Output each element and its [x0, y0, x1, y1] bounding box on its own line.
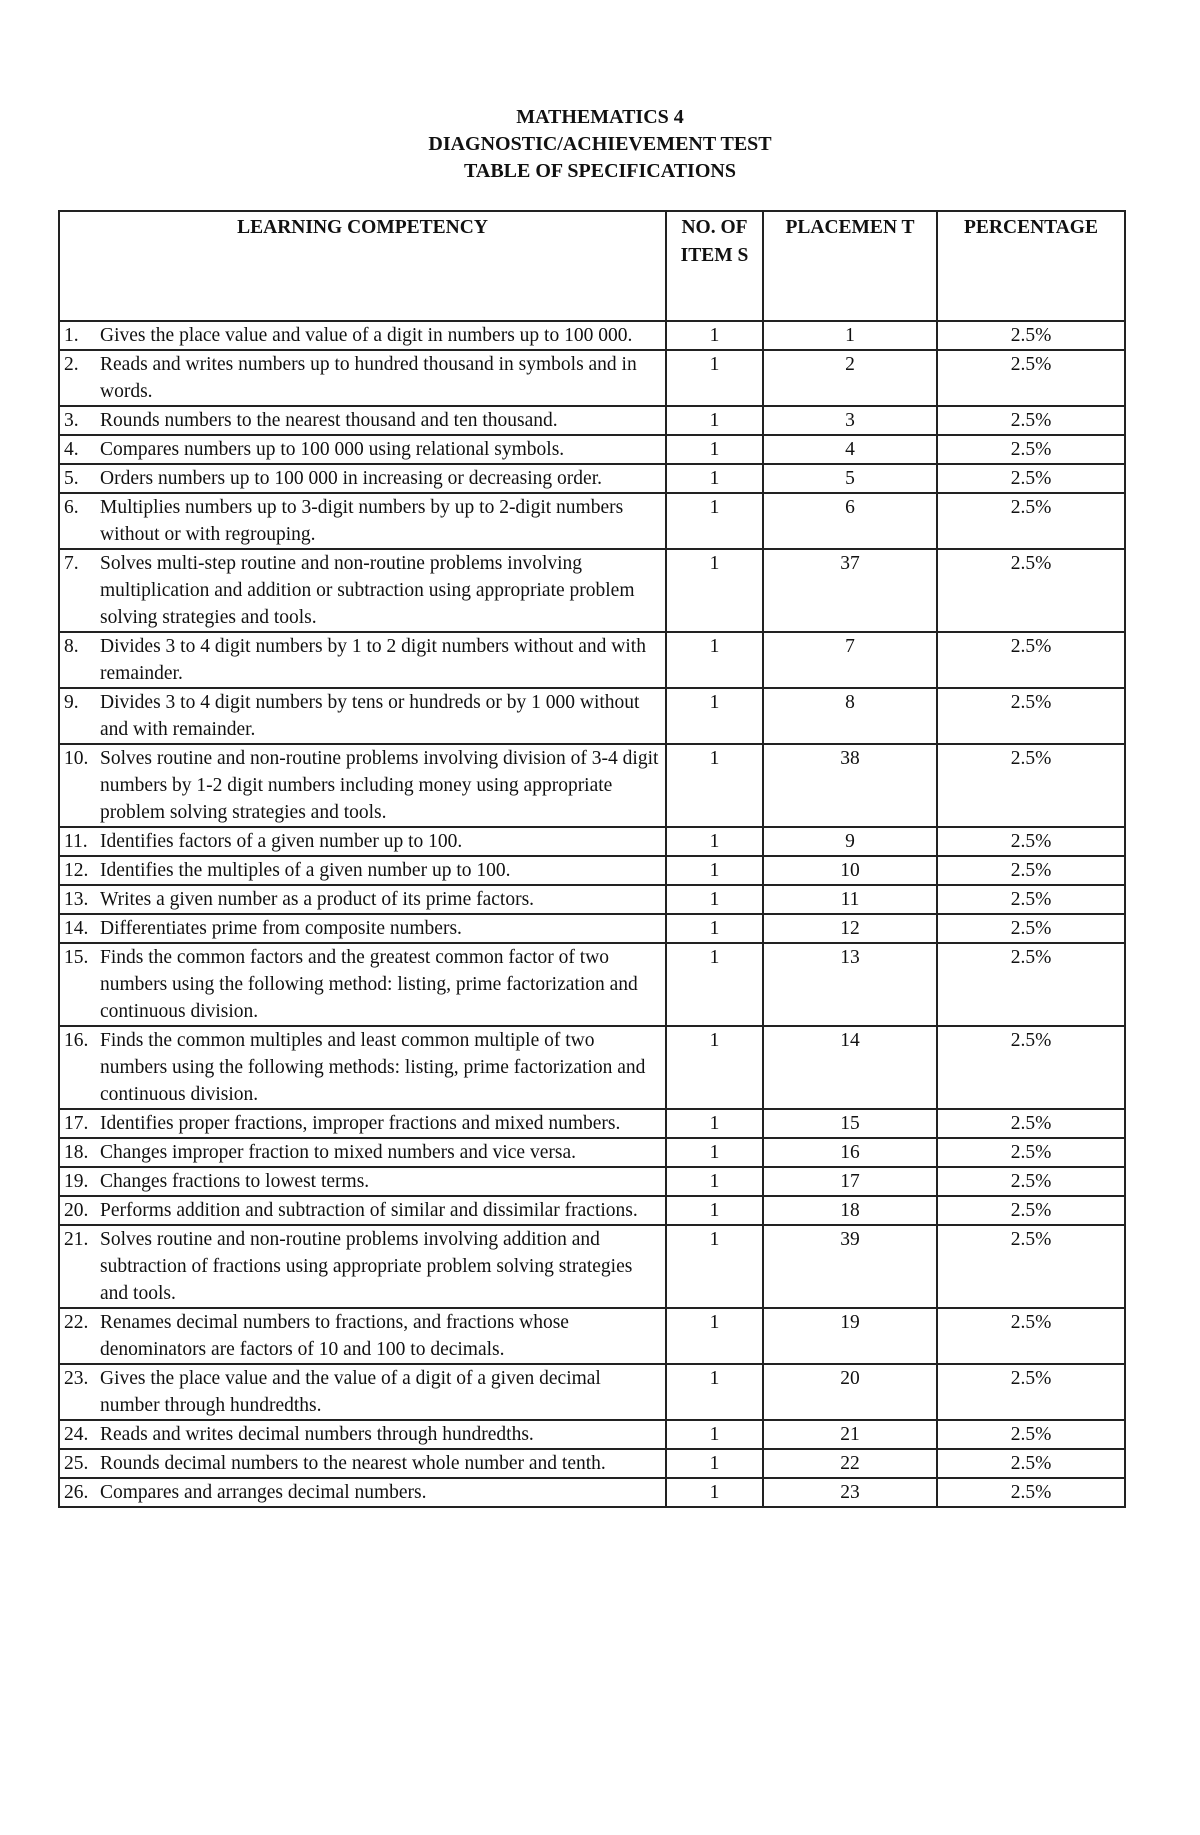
table-row: [59, 1167, 1125, 1196]
placement-cell: 22: [763, 1449, 937, 1478]
placement-cell: 9: [763, 827, 937, 856]
competency-text: Finds the common multiples and least common multiple of two numbers using the following methods: listing, prime factorization and continuous division.: [100, 1030, 646, 1105]
percentage-cell: 2.5%: [937, 1225, 1125, 1308]
placement-cell: 15: [763, 1109, 937, 1138]
competency-number: 25.: [64, 1453, 89, 1474]
competency-entry: [64, 745, 661, 826]
competency-text: Finds the common factors and the greatest common factor of two numbers using the following method: listing, prime factorization and continuous division.: [100, 947, 638, 1022]
items-cell: 1: [666, 744, 763, 827]
competency-text: Identifies factors of a given number up to 100.: [100, 831, 463, 852]
competency-entry: [64, 1110, 661, 1137]
competency-cell: [59, 1449, 666, 1478]
competency-number: 15.: [64, 947, 89, 968]
table-row: [59, 1478, 1125, 1507]
percentage-cell: 2.5%: [937, 1138, 1125, 1167]
competency-cell: [59, 1225, 666, 1308]
placement-cell: 5: [763, 464, 937, 493]
competency-cell: [59, 744, 666, 827]
competency-entry: [64, 407, 661, 434]
competency-text: Solves routine and non-routine problems involving division of 3-4 digit numbers by 1-2 digit numbers including money using appropriate problem solving strategies and tools.: [100, 748, 659, 823]
competency-cell: [59, 1478, 666, 1507]
table-row: [59, 1026, 1125, 1109]
table-row: [59, 885, 1125, 914]
items-cell: 1: [666, 688, 763, 744]
placement-cell: 21: [763, 1420, 937, 1449]
competency-number: 9.: [64, 692, 79, 713]
competency-entry: [64, 633, 661, 687]
placement-cell: 6: [763, 493, 937, 549]
competency-cell: [59, 856, 666, 885]
percentage-cell: 2.5%: [937, 1449, 1125, 1478]
competency-text: Differentiates prime from composite numbers.: [100, 918, 462, 939]
placement-cell: 4: [763, 435, 937, 464]
header-number-of-items: NO. OF ITEM S: [666, 211, 763, 321]
competency-entry: [64, 828, 661, 855]
items-cell: 1: [666, 1167, 763, 1196]
competency-entry: [64, 1027, 661, 1108]
competency-cell: [59, 350, 666, 406]
percentage-cell: 2.5%: [937, 827, 1125, 856]
competency-entry: [64, 550, 661, 631]
competency-number: 18.: [64, 1142, 89, 1163]
placement-cell: 12: [763, 914, 937, 943]
placement-cell: 8: [763, 688, 937, 744]
percentage-cell: 2.5%: [937, 744, 1125, 827]
competency-entry: [64, 494, 661, 548]
items-cell: 1: [666, 1196, 763, 1225]
placement-cell: 7: [763, 632, 937, 688]
placement-cell: 38: [763, 744, 937, 827]
table-row: [59, 493, 1125, 549]
competency-number: 2.: [64, 354, 79, 375]
table-row: [59, 1109, 1125, 1138]
percentage-cell: 2.5%: [937, 464, 1125, 493]
competency-number: 20.: [64, 1200, 89, 1221]
competency-cell: [59, 1196, 666, 1225]
table-body: [59, 321, 1125, 1507]
table-row: [59, 1225, 1125, 1308]
items-cell: 1: [666, 827, 763, 856]
table-row: [59, 1196, 1125, 1225]
competency-number: 19.: [64, 1171, 89, 1192]
percentage-cell: 2.5%: [937, 435, 1125, 464]
placement-cell: 37: [763, 549, 937, 632]
placement-cell: 23: [763, 1478, 937, 1507]
competency-cell: [59, 1026, 666, 1109]
percentage-cell: 2.5%: [937, 1308, 1125, 1364]
competency-number: 4.: [64, 439, 79, 460]
percentage-cell: 2.5%: [937, 1420, 1125, 1449]
competency-entry: [64, 944, 661, 1025]
subject-title: MATHEMATICS 4: [516, 106, 684, 128]
placement-cell: 19: [763, 1308, 937, 1364]
percentage-cell: 2.5%: [937, 1109, 1125, 1138]
table-row: [59, 1364, 1125, 1420]
competency-text: Reads and writes decimal numbers through hundredths.: [100, 1424, 534, 1445]
percentage-cell: 2.5%: [937, 493, 1125, 549]
competency-number: 24.: [64, 1424, 89, 1445]
percentage-cell: 2.5%: [937, 350, 1125, 406]
competency-cell: [59, 1308, 666, 1364]
table-row: [59, 943, 1125, 1026]
competency-text: Writes a given number as a product of its prime factors.: [100, 889, 535, 910]
percentage-cell: 2.5%: [937, 406, 1125, 435]
percentage-cell: 2.5%: [937, 885, 1125, 914]
items-cell: 1: [666, 1478, 763, 1507]
competency-entry: [64, 1450, 661, 1477]
competency-cell: [59, 464, 666, 493]
table-title: TABLE OF SPECIFICATIONS: [464, 160, 736, 182]
table-row: [59, 435, 1125, 464]
competency-text: Compares and arranges decimal numbers.: [100, 1482, 427, 1503]
competency-cell: [59, 1138, 666, 1167]
document-title-block: [0, 104, 1200, 185]
items-cell: 1: [666, 435, 763, 464]
items-cell: 1: [666, 943, 763, 1026]
competency-text: Identifies proper fractions, improper fractions and mixed numbers.: [100, 1113, 621, 1134]
items-cell: 1: [666, 549, 763, 632]
competency-cell: [59, 493, 666, 549]
competency-text: Renames decimal numbers to fractions, and fractions whose denominators are factors of 10 and 100 to decimals.: [100, 1312, 569, 1360]
competency-entry: [64, 1479, 661, 1506]
competency-entry: [64, 1197, 661, 1224]
table-row: [59, 688, 1125, 744]
competency-text: Changes improper fraction to mixed numbers and vice versa.: [100, 1142, 576, 1163]
percentage-cell: 2.5%: [937, 1026, 1125, 1109]
placement-cell: 3: [763, 406, 937, 435]
percentage-cell: 2.5%: [937, 1196, 1125, 1225]
competency-cell: [59, 632, 666, 688]
competency-entry: [64, 689, 661, 743]
competency-text: Gives the place value and the value of a digit of a given decimal number through hundredths.: [100, 1368, 601, 1416]
competency-text: Orders numbers up to 100 000 in increasing or decreasing order.: [100, 468, 602, 489]
placement-cell: 39: [763, 1225, 937, 1308]
percentage-cell: 2.5%: [937, 688, 1125, 744]
table-row: [59, 632, 1125, 688]
competency-text: Rounds numbers to the nearest thousand and ten thousand.: [100, 410, 558, 431]
placement-cell: 20: [763, 1364, 937, 1420]
items-cell: 1: [666, 1225, 763, 1308]
items-cell: 1: [666, 856, 763, 885]
placement-cell: 2: [763, 350, 937, 406]
table-row: [59, 856, 1125, 885]
table-row: [59, 321, 1125, 350]
competency-cell: [59, 1109, 666, 1138]
competency-cell: [59, 406, 666, 435]
percentage-cell: 2.5%: [937, 1478, 1125, 1507]
competency-cell: [59, 943, 666, 1026]
competency-cell: [59, 1420, 666, 1449]
table-header-row: [59, 211, 1125, 321]
percentage-cell: 2.5%: [937, 549, 1125, 632]
competency-number: 8.: [64, 636, 79, 657]
competency-cell: [59, 1364, 666, 1420]
table-row: [59, 1308, 1125, 1364]
competency-cell: [59, 914, 666, 943]
table-row: [59, 827, 1125, 856]
percentage-cell: 2.5%: [937, 632, 1125, 688]
percentage-cell: 2.5%: [937, 321, 1125, 350]
placement-cell: 11: [763, 885, 937, 914]
items-cell: 1: [666, 1449, 763, 1478]
header-learning-competency: LEARNING COMPETENCY: [59, 211, 666, 321]
percentage-cell: 2.5%: [937, 856, 1125, 885]
competency-number: 5.: [64, 468, 79, 489]
competency-cell: [59, 688, 666, 744]
test-title: DIAGNOSTIC/ACHIEVEMENT TEST: [428, 133, 772, 155]
table-row: [59, 1138, 1125, 1167]
competency-number: 23.: [64, 1368, 89, 1389]
table-row: [59, 914, 1125, 943]
competency-number: 14.: [64, 918, 89, 939]
header-placement: PLACEMEN T: [763, 211, 937, 321]
table-row: [59, 744, 1125, 827]
competency-text: Divides 3 to 4 digit numbers by 1 to 2 digit numbers without and with remainder.: [100, 636, 646, 684]
competency-number: 16.: [64, 1030, 89, 1051]
competency-number: 26.: [64, 1482, 89, 1503]
items-cell: 1: [666, 1364, 763, 1420]
competency-number: 3.: [64, 410, 79, 431]
competency-text: Gives the place value and value of a digit in numbers up to 100 000.: [100, 325, 633, 346]
competency-number: 17.: [64, 1113, 89, 1134]
competency-number: 7.: [64, 553, 79, 574]
competency-entry: [64, 1309, 661, 1363]
competency-cell: [59, 885, 666, 914]
competency-text: Solves routine and non-routine problems involving addition and subtraction of fractions using appropriate problem solving strategies and tools.: [100, 1229, 633, 1304]
competency-cell: [59, 827, 666, 856]
competency-text: Identifies the multiples of a given number up to 100.: [100, 860, 511, 881]
items-cell: 1: [666, 914, 763, 943]
competency-number: 1.: [64, 325, 79, 346]
placement-cell: 1: [763, 321, 937, 350]
competency-entry: [64, 436, 661, 463]
competency-text: Solves multi-step routine and non-routine problems involving multiplication and addition or subtraction using appropriate problem solving strategies and tools.: [100, 553, 635, 628]
table-row: [59, 406, 1125, 435]
table-row: [59, 549, 1125, 632]
competency-cell: [59, 549, 666, 632]
competency-number: 22.: [64, 1312, 89, 1333]
competency-number: 6.: [64, 497, 79, 518]
table-row: [59, 1420, 1125, 1449]
competency-number: 21.: [64, 1229, 89, 1250]
items-cell: 1: [666, 1026, 763, 1109]
competency-entry: [64, 915, 661, 942]
competency-number: 12.: [64, 860, 89, 881]
items-cell: 1: [666, 321, 763, 350]
items-cell: 1: [666, 493, 763, 549]
competency-entry: [64, 351, 661, 405]
competency-entry: [64, 1139, 661, 1166]
competency-text: Performs addition and subtraction of similar and dissimilar fractions.: [100, 1200, 638, 1221]
items-cell: 1: [666, 464, 763, 493]
competency-entry: [64, 1168, 661, 1195]
competency-text: Changes fractions to lowest terms.: [100, 1171, 370, 1192]
placement-cell: 13: [763, 943, 937, 1026]
items-cell: 1: [666, 632, 763, 688]
table-row: [59, 1449, 1125, 1478]
competency-cell: [59, 1167, 666, 1196]
competency-text: Compares numbers up to 100 000 using relational symbols.: [100, 439, 565, 460]
percentage-cell: 2.5%: [937, 914, 1125, 943]
competency-entry: [64, 322, 661, 349]
items-cell: 1: [666, 1109, 763, 1138]
table-row: [59, 350, 1125, 406]
competency-cell: [59, 435, 666, 464]
table-row: [59, 464, 1125, 493]
items-cell: 1: [666, 406, 763, 435]
percentage-cell: 2.5%: [937, 1167, 1125, 1196]
competency-text: Divides 3 to 4 digit numbers by tens or hundreds or by 1 000 without and with remainder.: [100, 692, 640, 740]
placement-cell: 17: [763, 1167, 937, 1196]
placement-cell: 18: [763, 1196, 937, 1225]
competency-text: Reads and writes numbers up to hundred thousand in symbols and in words.: [100, 354, 637, 402]
competency-entry: [64, 1226, 661, 1307]
placement-cell: 10: [763, 856, 937, 885]
items-cell: 1: [666, 1308, 763, 1364]
header-percentage: PERCENTAGE: [937, 211, 1125, 321]
items-cell: 1: [666, 885, 763, 914]
competency-number: 10.: [64, 748, 89, 769]
placement-cell: 14: [763, 1026, 937, 1109]
competency-entry: [64, 1365, 661, 1419]
competency-entry: [64, 857, 661, 884]
percentage-cell: 2.5%: [937, 943, 1125, 1026]
items-cell: 1: [666, 1420, 763, 1449]
competency-entry: [64, 1421, 661, 1448]
competency-text: Multiplies numbers up to 3-digit numbers by up to 2-digit numbers without or with regrouping.: [100, 497, 624, 545]
placement-cell: 16: [763, 1138, 937, 1167]
competency-cell: [59, 321, 666, 350]
specifications-table: [58, 210, 1126, 1508]
items-cell: 1: [666, 1138, 763, 1167]
competency-number: 13.: [64, 889, 89, 910]
competency-entry: [64, 465, 661, 492]
competency-text: Rounds decimal numbers to the nearest whole number and tenth.: [100, 1453, 606, 1474]
items-cell: 1: [666, 350, 763, 406]
competency-entry: [64, 886, 661, 913]
percentage-cell: 2.5%: [937, 1364, 1125, 1420]
competency-number: 11.: [64, 831, 88, 852]
